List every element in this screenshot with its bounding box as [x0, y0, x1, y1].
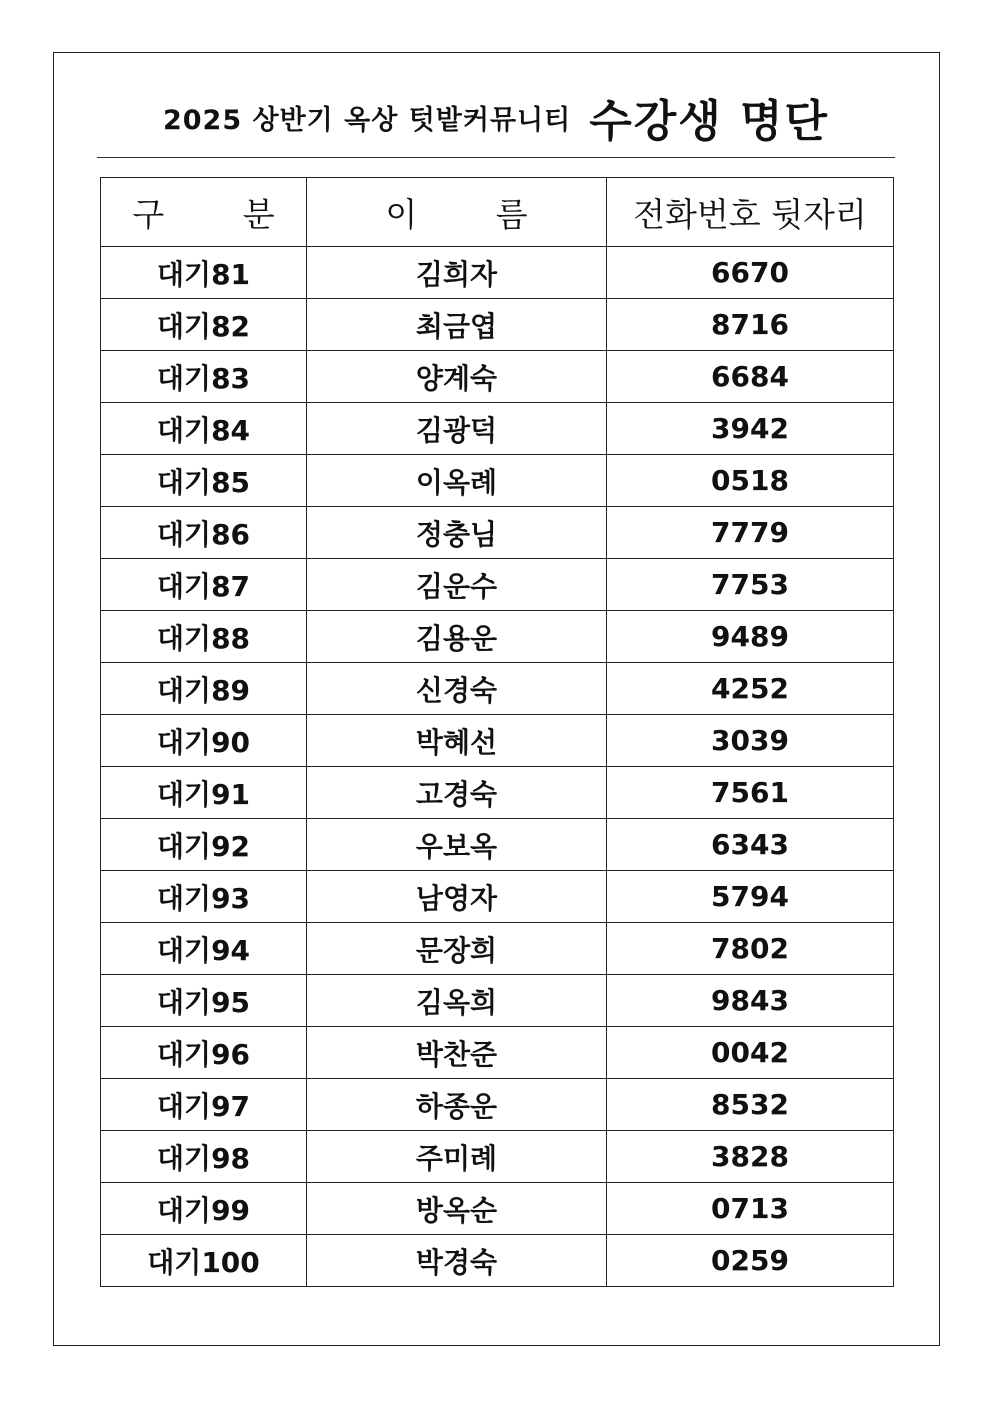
table-row: [101, 1079, 894, 1131]
table-row: [101, 507, 894, 559]
row-phone-cell: 7753: [607, 559, 894, 611]
row-category-cell: 대기82: [101, 299, 307, 351]
row-phone-cell: 3039: [607, 715, 894, 767]
title-main: 2025 상반기 옥상 텃밭커뮤니티: [162, 104, 572, 136]
row-category-cell: 대기93: [101, 871, 307, 923]
row-name-cell: 최금엽: [307, 299, 607, 351]
table-row: [101, 559, 894, 611]
row-category-cell: 대기95: [101, 975, 307, 1027]
row-name-cell: 김옥희: [307, 975, 607, 1027]
row-phone-cell: 0042: [607, 1027, 894, 1079]
row-category-cell: 대기86: [101, 507, 307, 559]
table-row: [101, 299, 894, 351]
row-name-cell: 김운수: [307, 559, 607, 611]
table-row: [101, 663, 894, 715]
row-name-cell: 김용운: [307, 611, 607, 663]
row-category-cell: 대기87: [101, 559, 307, 611]
row-phone-cell: 3828: [607, 1131, 894, 1183]
row-category-cell: 대기81: [101, 247, 307, 299]
row-category-cell: 대기99: [101, 1183, 307, 1235]
row-category-cell: 대기98: [101, 1131, 307, 1183]
row-name-cell: 김광덕: [307, 403, 607, 455]
document-title: [97, 86, 895, 148]
title-emphasis: 수강생 명단: [589, 96, 830, 147]
row-phone-cell: 8532: [607, 1079, 894, 1131]
row-phone-cell: 0713: [607, 1183, 894, 1235]
row-name-cell: 우보옥: [307, 819, 607, 871]
header-phone: 전화번호 뒷자리: [607, 178, 894, 247]
row-phone-cell: 7561: [607, 767, 894, 819]
roster-table: [100, 177, 894, 1287]
header-row: [101, 178, 894, 247]
row-phone-cell: 6684: [607, 351, 894, 403]
row-category-cell: 대기85: [101, 455, 307, 507]
title-underline: [97, 157, 895, 158]
row-phone-cell: 9489: [607, 611, 894, 663]
row-name-cell: 박찬준: [307, 1027, 607, 1079]
row-phone-cell: 4252: [607, 663, 894, 715]
table-row: [101, 1235, 894, 1287]
row-category-cell: 대기100: [101, 1235, 307, 1287]
table-row: [101, 351, 894, 403]
row-category-cell: 대기90: [101, 715, 307, 767]
row-category-cell: 대기97: [101, 1079, 307, 1131]
row-name-cell: 김희자: [307, 247, 607, 299]
row-name-cell: 고경숙: [307, 767, 607, 819]
row-phone-cell: 8716: [607, 299, 894, 351]
row-phone-cell: 6670: [607, 247, 894, 299]
table-row: [101, 715, 894, 767]
row-phone-cell: 0518: [607, 455, 894, 507]
row-name-cell: 정충님: [307, 507, 607, 559]
table-row: [101, 871, 894, 923]
row-category-cell: 대기84: [101, 403, 307, 455]
table-row: [101, 767, 894, 819]
row-phone-cell: 6343: [607, 819, 894, 871]
row-phone-cell: 3942: [607, 403, 894, 455]
table-row: [101, 247, 894, 299]
row-name-cell: 남영자: [307, 871, 607, 923]
row-phone-cell: 9843: [607, 975, 894, 1027]
header-category: 구 분: [101, 178, 307, 247]
header-name: 이 름: [307, 178, 607, 247]
row-phone-cell: 7802: [607, 923, 894, 975]
table-row: [101, 1183, 894, 1235]
table-row: [101, 975, 894, 1027]
row-category-cell: 대기83: [101, 351, 307, 403]
row-name-cell: 양계숙: [307, 351, 607, 403]
row-category-cell: 대기89: [101, 663, 307, 715]
row-name-cell: 신경숙: [307, 663, 607, 715]
row-phone-cell: 5794: [607, 871, 894, 923]
table-row: [101, 611, 894, 663]
row-name-cell: 박혜선: [307, 715, 607, 767]
row-name-cell: 이옥례: [307, 455, 607, 507]
row-category-cell: 대기92: [101, 819, 307, 871]
row-category-cell: 대기88: [101, 611, 307, 663]
row-name-cell: 하종운: [307, 1079, 607, 1131]
row-phone-cell: 7779: [607, 507, 894, 559]
table-row: [101, 819, 894, 871]
row-name-cell: 주미례: [307, 1131, 607, 1183]
table-row: [101, 455, 894, 507]
row-category-cell: 대기94: [101, 923, 307, 975]
table-row: [101, 403, 894, 455]
table-body: [101, 247, 894, 1287]
row-name-cell: 방옥순: [307, 1183, 607, 1235]
row-category-cell: 대기96: [101, 1027, 307, 1079]
table-row: [101, 1027, 894, 1079]
row-name-cell: 문장희: [307, 923, 607, 975]
table-row: [101, 1131, 894, 1183]
table-row: [101, 923, 894, 975]
row-name-cell: 박경숙: [307, 1235, 607, 1287]
row-phone-cell: 0259: [607, 1235, 894, 1287]
row-category-cell: 대기91: [101, 767, 307, 819]
